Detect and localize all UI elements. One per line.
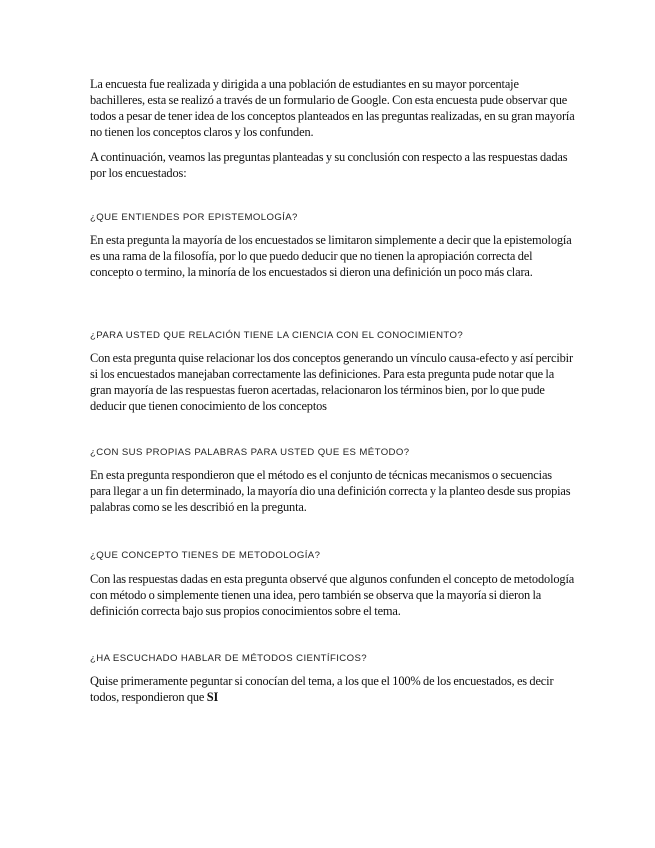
- question-heading-metodo: ¿CON SUS PROPIAS PALABRAS PARA USTED QUE ES MÉTODO?: [90, 447, 410, 458]
- question-heading-metodos-cientificos: ¿HA ESCUCHADO HABLAR DE MÉTODOS CIENTÍFICOS?: [90, 653, 368, 664]
- answer-paragraph-ciencia-conocimiento: Con esta pregunta quise relacionar los dos conceptos generando un vínculo causa-efecto y así percibir si los encuestados manejaban correctamente las definiciones. Para esta pregunta pude notar que la gran mayoría de las respuestas fueron acertadas, relacionaron los términos bien, por lo que pude deducir que tienen conocimiento de los conceptos: [90, 351, 573, 413]
- question-heading-ciencia-conocimiento: ¿PARA USTED QUE RELACIÓN TIENE LA CIENCIA CON EL CONOCIMIENTO?: [90, 330, 464, 341]
- question-heading-metodologia: ¿QUE CONCEPTO TIENES DE METODOLOGÍA?: [90, 550, 321, 561]
- answer-paragraph-metodo: En esta pregunta respondieron que el método es el conjunto de técnicas mecanismos o secuencias para llegar a un fin determinado, la mayoría dio una definición correcta y la planteo desde sus propias palabras como se les describió en la pregunta.: [90, 468, 571, 514]
- answer-paragraph-metodologia: Con las respuestas dadas en esta pregunta observé que algunos confunden el concepto de metodología con método o simplemente tienen una idea, pero también se observa que la mayoría si dieron la definición correcta bajo sus propios conocimientos sobre el tema.: [90, 572, 575, 618]
- intro-paragraph-2: A continuación, veamos las preguntas planteadas y su conclusión con respecto a las respuestas dadas por los encuestados:: [90, 150, 568, 180]
- answer-emphasis-si: SI: [206, 690, 219, 704]
- answer-paragraph-metodos-cientificos: [90, 673, 575, 705]
- answer-text-metodos-cientificos: Quise primeramente peguntar si conocían del tema, a los que el 100% de los encuestados, es decir todos, respondieron que: [90, 674, 554, 704]
- intro-paragraph-1: La encuesta fue realizada y dirigida a una población de estudiantes en su mayor porcentaje bachilleres, esta se realizó a través de un formulario de Google. Con esta encuesta pude observar que todos a pesar de tener idea de los conceptos planteados en las preguntas realizadas, en su gran mayoría no tienen los conceptos claros y los confunden.: [90, 77, 575, 139]
- answer-paragraph-epistemologia: En esta pregunta la mayoría de los encuestados se limitaron simplemente a decir que la epistemología es una rama de la filosofía, por lo que puedo deducir que no tienen la apropiación correcta del concepto o termino, la minoría de los encuestados si dieron una definición un poco más clara.: [90, 233, 572, 279]
- question-heading-epistemologia: ¿QUE ENTIENDES POR EPISTEMOLOGÍA?: [90, 212, 298, 223]
